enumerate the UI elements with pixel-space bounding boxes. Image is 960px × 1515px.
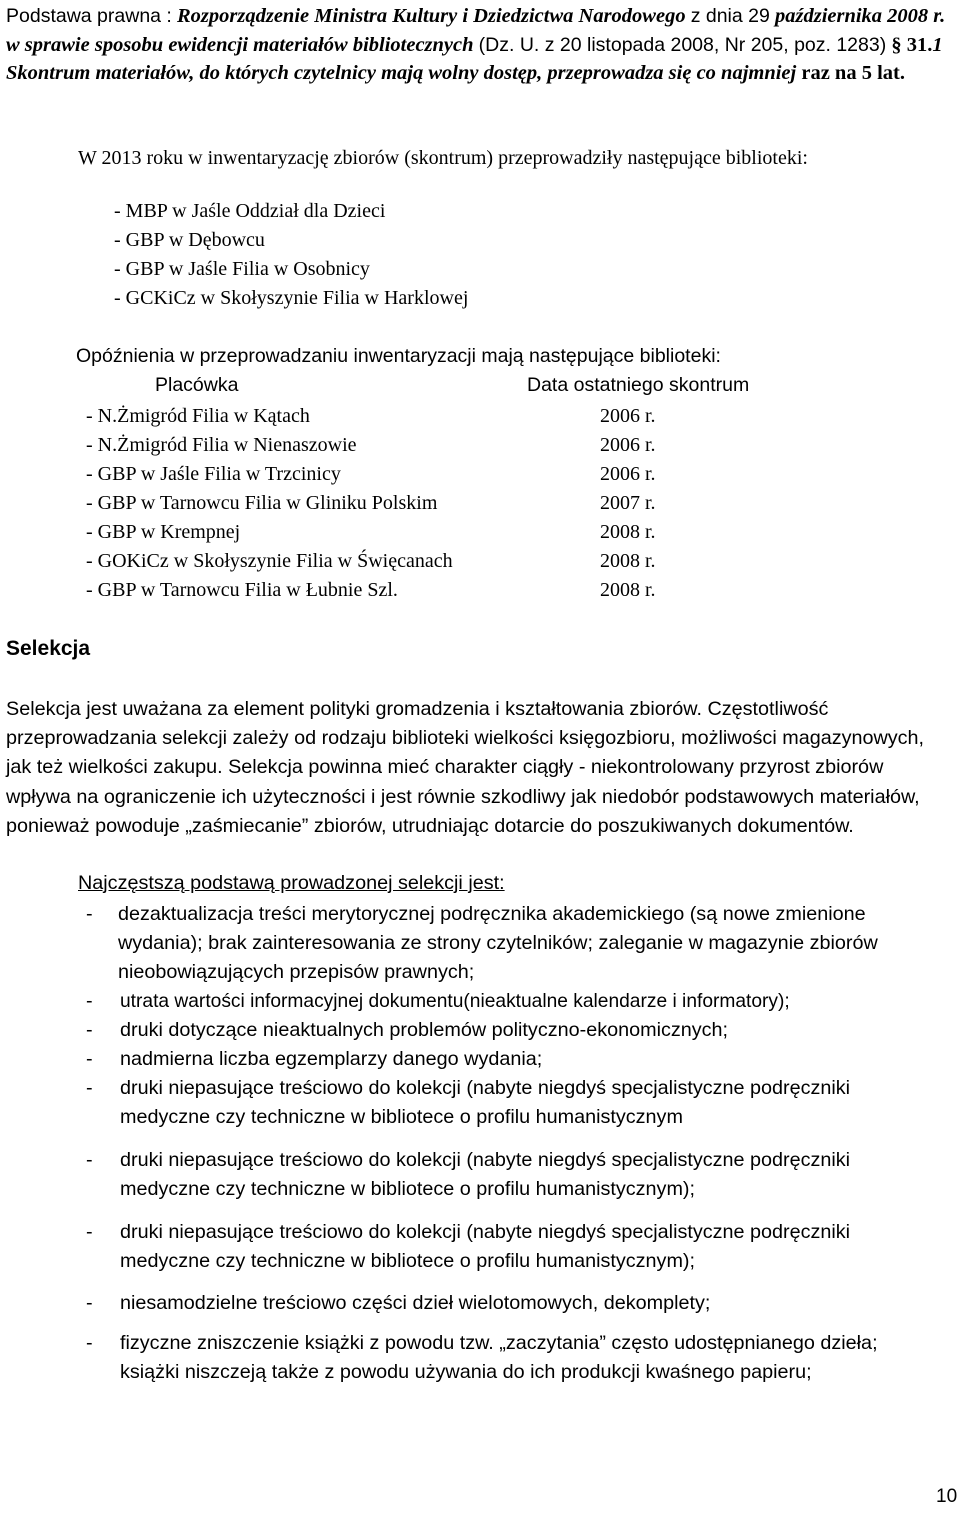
library-item: - MBP w Jaśle Oddział dla Dzieci [114, 200, 386, 222]
bullet-text: nadmierna liczba egzemplarzy danego wydania; [120, 1048, 543, 1070]
regulation-subject: w sprawie sposobu ewidencji materiałów bibliotecznych [6, 33, 474, 56]
bullet-text: utrata wartości informacyjnej dokumentu(nieaktualne kalendarze i informatory); [120, 991, 790, 1012]
delay-row-date: 2006 r. [600, 463, 656, 485]
legal-label: Podstawa prawna : [6, 5, 172, 27]
bullet-text: niesamodzielne treściowo części dzieł wielotomowych, dekomplety; [120, 1292, 711, 1314]
skontrum-frequency: raz na 5 lat. [801, 62, 905, 84]
delay-row-name: - N.Żmigród Filia w Kątach [86, 405, 310, 427]
skontrum-rule: 1 Skontrum materiałów, do których czytelnicy mają wolny dostęp, przeprowadza się co najmniej [6, 33, 943, 84]
bullet-dash: - [86, 1292, 93, 1314]
delay-row-name: - GBP w Krempnej [86, 521, 241, 543]
regulation-date-a: z dnia 29 [690, 5, 770, 27]
bullet-text: dezaktualizacja treści merytorycznej podręcznika akademickiego (są nowe zmienione wydania); brak zainteresowania ze strony czytelników; zaleganie w magazynie zbiorów nieobowiązujących przepisów prawnych; [118, 903, 878, 983]
library-item: - GBP w Jaśle Filia w Osobnicy [114, 258, 370, 280]
delay-row-name: - GBP w Tarnowcu Filia w Gliniku Polskim [86, 492, 438, 514]
delay-row-date: 2006 r. [600, 434, 656, 456]
delay-row-name: - GOKiCz w Skołyszynie Filia w Święcanach [86, 550, 453, 572]
selekcja-subheading: Najczęstszą podstawą prowadzonej selekcji jest: [78, 872, 505, 894]
regulation-title: Rozporządzenie Ministra Kultury i Dziedzictwa Narodowego [176, 5, 686, 27]
bullet-dash: - [86, 990, 93, 1012]
delays-title: Opóźnienia w przeprowadzaniu inwentaryzacji mają następujące biblioteki: [76, 345, 721, 367]
bullet-dash: - [86, 1019, 93, 1041]
bullet-dash: - [86, 1149, 93, 1171]
library-item: - GCKiCz w Skołyszynie Filia w Harklowej [114, 287, 469, 309]
bullet-dash: - [86, 1077, 93, 1099]
bullet-dash: - [86, 1332, 93, 1354]
paragraph-ref: § 31. [891, 33, 933, 56]
bullet-dash: - [86, 1048, 93, 1070]
delay-row-name: - GBP w Jaśle Filia w Trzcinicy [86, 463, 341, 485]
delay-row-name: - GBP w Tarnowcu Filia w Łubnie Szl. [86, 579, 398, 601]
bullet-text: druki niepasujące treściowo do kolekcji (nabyte niegdyś specjalistyczne podręczniki medyczne czy techniczne w bibliotece o profilu humanistycznym [120, 1077, 851, 1128]
delay-row-date: 2008 r. [600, 579, 656, 601]
bullet-dash: - [86, 1221, 93, 1243]
page-number: 10 [936, 1486, 958, 1507]
bullet-text: fizyczne zniszczenie książki z powodu tzw. „zaczytania” często udostępnianego dzieła; książki niszczeją także z powodu używania do ich produkcji kwaśnego papieru; [120, 1332, 878, 1383]
delay-row-date: 2008 r. [600, 521, 656, 543]
column-header-place: Placówka [155, 374, 239, 396]
section-heading-selekcja: Selekcja [6, 637, 91, 660]
regulation-date-b: października 2008 r. [774, 5, 946, 27]
legal-basis [6, 2, 951, 88]
delay-row-date: 2008 r. [600, 550, 656, 572]
bullet-text: druki niepasujące treściowo do kolekcji (nabyte niegdyś specjalistyczne podręczniki medyczne czy techniczne w bibliotece o profilu humanistycznym); [120, 1149, 851, 1200]
library-item: - GBP w Dębowcu [114, 229, 265, 251]
delay-row-date: 2006 r. [600, 405, 656, 427]
intro-text: W 2013 roku w inwentaryzację zbiorów (skontrum) przeprowadziły następujące biblioteki: [78, 147, 808, 169]
delay-row-date: 2007 r. [600, 492, 656, 514]
bullet-text: druki niepasujące treściowo do kolekcji (nabyte niegdyś specjalistyczne podręczniki medyczne czy techniczne w bibliotece o profilu humanistycznym); [120, 1221, 851, 1272]
bullet-text: druki dotyczące nieaktualnych problemów polityczno-ekonomicznych; [120, 1019, 729, 1041]
column-header-date: Data ostatniego skontrum [527, 374, 750, 396]
delay-row-name: - N.Żmigród Filia w Nienaszowie [86, 434, 357, 456]
regulation-citation: (Dz. U. z 20 listopada 2008, Nr 205, poz. 1283) [478, 33, 887, 56]
bullet-dash: - [86, 903, 93, 925]
selekcja-paragraph: Selekcja jest uważana za element polityki gromadzenia i kształtowania zbiorów. Częstotliwość przeprowadzania selekcji zależy od rodzaju biblioteki wielkości księgozbioru, możliwości magazynowych, jak też wielkości zakupu. Selekcja powinna mieć charakter ciągły - niekontrolowany przyrost zbiorów wpływa na ograniczenie ich użyteczności i jest równie szkodliwy jak niedobór podstawowych materiałów, ponieważ powoduje „zaśmiecanie” zbiorów, utrudniając dotarcie do poszukiwanych dokumentów. [6, 698, 925, 837]
